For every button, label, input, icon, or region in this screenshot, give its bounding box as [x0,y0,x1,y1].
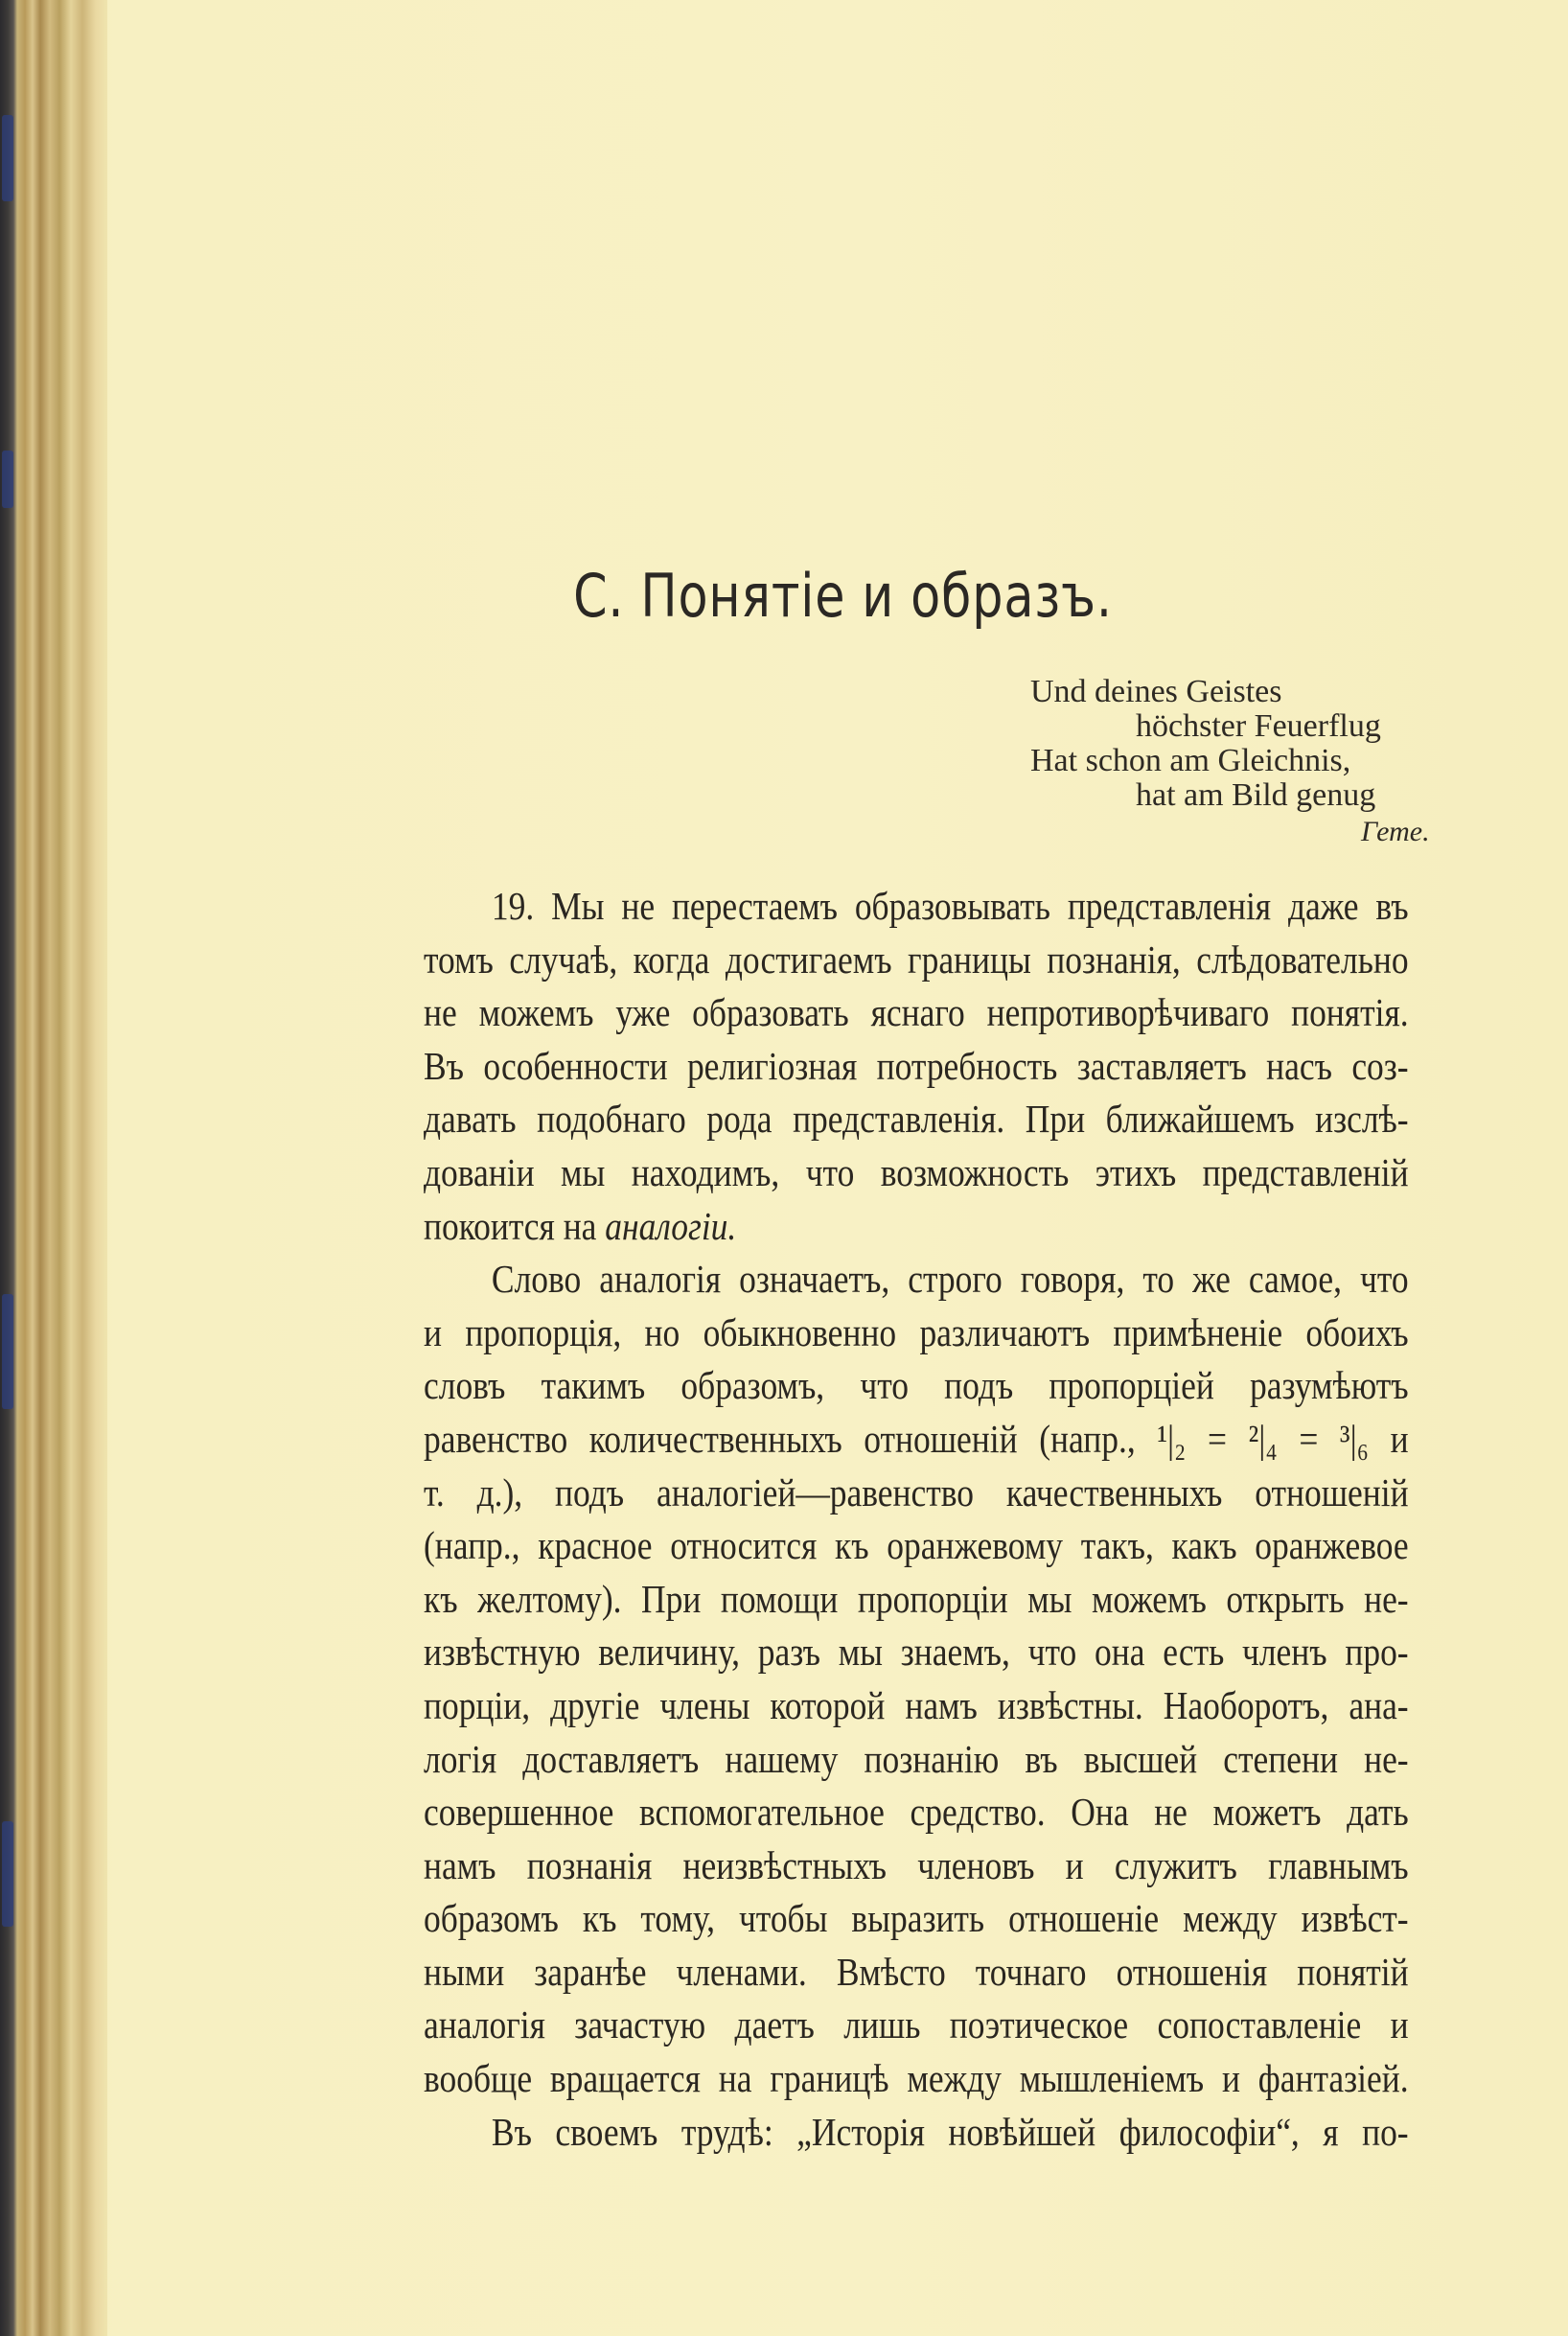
epigraph [1030,675,1430,849]
body-line: не можемъ уже образовать яснаго непротиворѣчиваго понятія. [424,990,1409,1035]
body-line: т. д.), подъ аналогіей—равенство качественныхъ отношеній [424,1469,1409,1515]
body-line: извѣстную величину, разъ мы знаемъ, что она есть членъ про- [424,1630,1409,1675]
body-line: равенство количественныхъ отношеній (напр., ¹|₂ = ²|₄ = ³|₆ и [424,1416,1409,1461]
body-line: ными заранѣе членами. Вмѣсто точнаго отношенія понятій [424,1949,1409,1994]
body-line: Въ особенности религіозная потребность заставляетъ насъ соз- [424,1043,1409,1088]
body-line: 19. Мы не перестаемъ образовывать представленія даже въ [491,884,1409,928]
body-line: и пропорція, но обыкновенно различаютъ примѣненіе обоихъ [424,1309,1409,1354]
binding-stripe [2,1294,13,1409]
section-title: С. Понятіе и образъ. [573,561,1113,631]
body-text [424,880,1409,2159]
epigraph-author: Гете. [1361,816,1430,847]
book-binding-edge [0,0,107,2336]
body-line: къ желтому). При помощи пропорціи мы можемъ открыть не- [424,1576,1409,1621]
emphasis-term: аналогіи. [605,1203,737,1248]
body-line: дованіи мы находимъ, что возможность этихъ представленій [424,1149,1409,1194]
body-line: давать подобнаго рода представленія. При ближайшемъ изслѣ- [424,1097,1409,1142]
body-line: аналогія зачастую даетъ лишь поэтическое сопоставленіе и [424,2002,1409,2047]
binding-stripe [2,1821,13,1927]
binding-stripe [2,115,13,201]
body-line: словъ такимъ образомъ, что подъ пропорціей разумѣютъ [424,1363,1409,1408]
body-line: совершенное вспомогательное средство. Она не можетъ дать [424,1790,1409,1835]
body-line: образомъ къ тому, чтобы выразить отношеніе между извѣст- [424,1896,1409,1941]
body-line: Слово аналогія означаетъ, строго говоря, то же самое, что [491,1257,1409,1302]
body-line: томъ случаѣ, когда достигаемъ границы познанія, слѣдовательно [424,937,1409,982]
body-line: вообще вращается на границѣ между мышленіемъ и фантазіей. [424,2056,1409,2101]
epigraph-line: höchster Feuerflug [1136,708,1381,744]
body-line: намъ познанія неизвѣстныхъ членовъ и служитъ главнымъ [424,1842,1409,1887]
epigraph-line: Und deines Geistes [1030,674,1282,709]
body-line: логія доставляетъ нашему познанію въ высшей степени не- [424,1736,1409,1781]
body-line-with-emphasis [424,1200,1409,1254]
epigraph-line: hat am Bild genug [1136,777,1376,813]
epigraph-line: Hat schon am Gleichnis, [1030,743,1351,778]
binding-stripe [2,451,13,508]
body-line-text: покоится на [424,1203,606,1248]
body-line: (напр., красное относится къ оранжевому такъ, какъ оранжевое [424,1523,1409,1568]
body-line: порціи, другіе члены которой намъ извѣстны. Наоборотъ, ана- [424,1682,1409,1727]
body-line: Въ своемъ трудѣ: „Исторія новѣйшей философіи“, я по- [491,2109,1409,2154]
